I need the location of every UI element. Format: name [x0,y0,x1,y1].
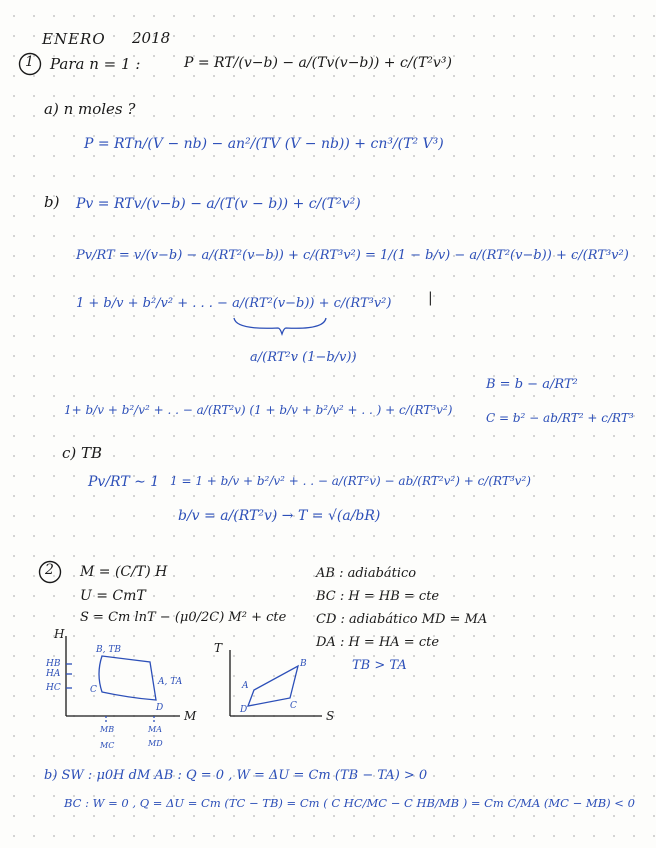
graph1-cycle [99,656,156,700]
graph1-point-a: A, TA [158,677,183,687]
header-month: ENERO [42,30,106,48]
virial-C: C = b² − ab/RT² + c/RT³ [486,411,634,425]
p2-left-1: U = CmT [80,588,146,604]
part-b-eq4: a/(RT²v (1−b/v)) [250,350,357,365]
graph2-point-c: C [290,701,297,711]
graph2-point-d: D [240,705,248,715]
p2-right-3: DA : H = HA = cte [316,635,440,650]
header-year: 2018 [132,29,171,47]
virial-B: B = b − a/RT² [486,377,578,392]
graph1-ylabel-hc: HC [46,683,61,693]
part-b-eq1: Pv = RTv/(v−b) − a/(T(v − b)) + c/(T²v²) [76,196,361,212]
graph2-y-label: T [214,641,223,655]
graph2-point-b: B [300,659,307,669]
part-b-eq5: 1+ b/v + b²/v² + . . − a/(RT²v) (1 + b/v + b²/v² + . . ) + c/(RT³v²) [64,403,453,417]
part-b-eq2: Pv/RT = v/(v−b) − a/(RT²(v−b)) + c/(RT³v²) = 1/(1 − b/v) − a/(RT²(v−b)) + c/(RT³v²) [76,248,629,263]
part-a-equation: P = RTn/(V − nb) − an²/(TV (V − nb)) + cn³/(T² V³) [84,136,444,152]
graph2-point-a: A [242,681,249,691]
graph1-xlabel-md: MD [148,739,163,748]
graph1-y-label: H [54,627,65,641]
stray-mark: | [428,290,433,306]
graph1-ylabel-ha: HA [46,669,61,679]
p2-left-0: M = (C/T) H [80,564,168,580]
p2-right-2: CD : adiabático MD = MA [316,612,488,627]
graph1-xlabel-mb: MB [100,725,115,734]
problem1-number: 1 [25,54,34,70]
graph2-x-label: S [326,709,335,723]
graph1-x-label: M [184,709,197,723]
part-c-eq3: b/v = a/(RT²v) → T = √(a/bR) [178,508,381,524]
p2-right-1: BC : H = HB = cte [316,589,440,604]
graph1-ylabel-hb: HB [46,659,61,669]
problem1-lead: Para n = 1 : [50,55,141,73]
graph1-point-b: B, TB [96,645,121,655]
bottom-line-1: b) SW : μ0H dM AB : Q = 0 , W = ΔU = Cm (TB − TA) > 0 [44,768,428,783]
graph-t-s [212,640,352,730]
p2-left-2: S = Cm lnT − (μ0/2C) M² + cte [80,610,287,625]
problem2-number: 2 [45,562,54,578]
graph1-xlabel-mc: MC [100,741,115,750]
underbrace-icon [230,316,330,336]
graph1-xlabel-ma: MA [148,725,162,734]
graph1-point-c: C [90,685,97,695]
graph-h-m [40,628,220,758]
bottom-line-2: BC : W = 0 , Q = ΔU = Cm (TC − TB) = Cm ( C HC/MC − C HB/MB ) = Cm C/MA (MC − MB) < 0 [64,796,635,810]
part-c-eq1: Pv/RT ∼ 1 [88,474,160,490]
p2-right-0: AB : adiabático [316,566,417,581]
part-c-eq2: 1 = 1 + b/v + b²/v² + . . − a/(RT²v) − ab/(RT²v²) + c/(RT³v²) [170,474,531,488]
problem1-equation: P = RT/(v−b) − a/(Tv(v−b)) + c/(T²v³) [184,55,452,71]
part-b-eq3: 1 + b/v + b²/v² + . . . − a/(RT²(v−b)) + c/(RT³v²) [76,296,392,311]
p2-right-4: TB > TA [352,658,407,673]
graph1-point-d: D [156,703,164,713]
part-a-title: a) n moles ? [44,100,136,118]
graph2-cycle [248,666,298,706]
part-c-title: c) TB [62,444,103,462]
part-b-title: b) [44,193,60,211]
